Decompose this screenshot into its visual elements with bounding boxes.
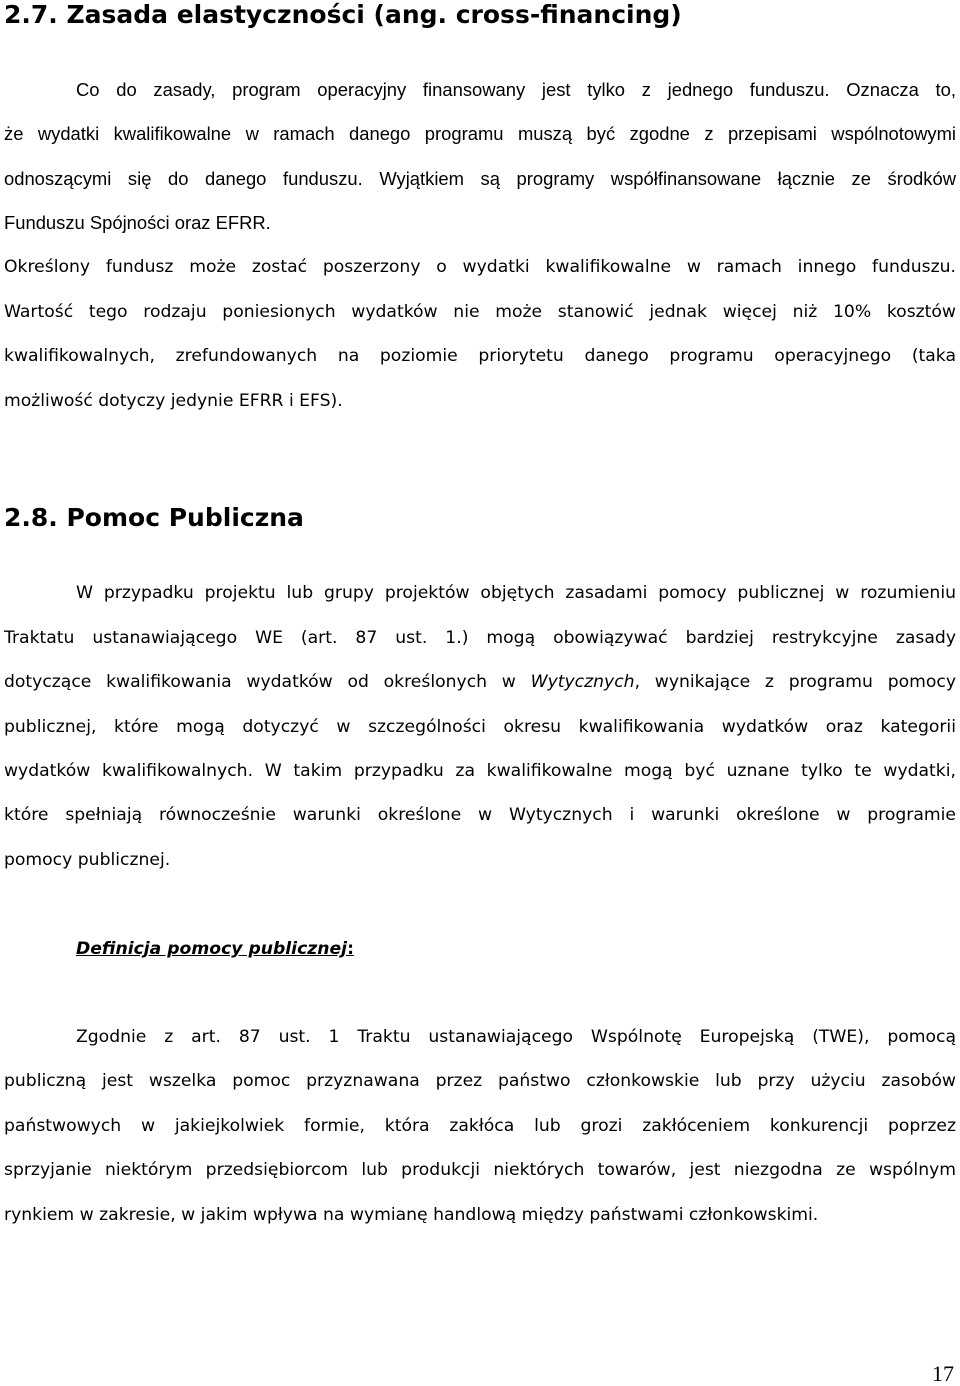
paragraph-line: pomocy publicznej. xyxy=(4,850,171,870)
paragraph-line: Co do zasady, program operacyjny finansowany jest tylko z jednego funduszu. Oznacza to, xyxy=(76,79,956,100)
paragraph-line: Zgodnie z art. 87 ust. 1 Traktu ustanawiającego Wspólnotę Europejską (TWE), pomocą xyxy=(76,1027,956,1047)
paragraph-line: odnoszącymi się do danego funduszu. Wyjątkiem są programy współfinansowane łącznie ze środków xyxy=(4,168,956,189)
paragraph-line: wydatków kwalifikowalnych. W takim przypadku za kwalifikowalne mogą być uznane tylko te wydatki, xyxy=(4,761,956,781)
definition-heading-text: Definicja pomocy publicznej xyxy=(76,939,348,959)
paragraph-line: Traktatu ustanawiającego WE (art. 87 ust. 1.) mogą obowiązywać bardziej restrykcyjne zasady xyxy=(4,628,956,648)
paragraph-line: że wydatki kwalifikowalne w ramach danego programu muszą być zgodne z przepisami wspólnotowymi xyxy=(4,123,956,144)
paragraph-line: możliwość dotyczy jedynie EFRR i EFS). xyxy=(4,391,343,411)
paragraph-line: publicznej, które mogą dotyczyć w szczególności okresu kwalifikowania wydatków oraz kategorii xyxy=(4,717,956,737)
paragraph-line: rynkiem w zakresie, w jakim wpływa na wymianę handlową między państwami członkowskimi. xyxy=(4,1205,819,1225)
paragraph-line: sprzyjanie niektórym przedsiębiorcom lub produkcji niektórych towarów, jest niezgodna ze wspólnym xyxy=(4,1160,956,1180)
text-span: , wynikające z programu pomocy xyxy=(634,672,956,692)
definition-heading-colon: : xyxy=(347,939,354,959)
section-heading-2-8: 2.8. Pomoc Publiczna xyxy=(4,503,304,532)
paragraph-line: państwowych w jakiejkolwiek formie, która zakłóca lub grozi zakłóceniem konkurencji poprzez xyxy=(4,1116,956,1136)
definition-heading xyxy=(76,937,354,961)
page-number: 17 xyxy=(932,1361,954,1386)
paragraph-line: W przypadku projektu lub grupy projektów objętych zasadami pomocy publicznej w rozumieniu xyxy=(76,583,956,603)
paragraph-line: Wartość tego rodzaju poniesionych wydatków nie może stanowić jednak więcej niż 10% kosztów xyxy=(4,302,956,322)
paragraph-line: kwalifikowalnych, zrefundowanych na poziomie priorytetu danego programu operacyjnego (taka xyxy=(4,346,956,366)
paragraph-line: publiczną jest wszelka pomoc przyznawana przez państwo członkowskie lub przy użyciu zasobów xyxy=(4,1071,956,1091)
paragraph-line: Funduszu Spójności oraz EFRR. xyxy=(4,212,271,233)
italic-term: Wytycznych xyxy=(530,672,635,692)
paragraph-line xyxy=(4,670,956,694)
section-heading-2-7: 2.7. Zasada elastyczności (ang. cross-financing) xyxy=(4,0,682,29)
paragraph-line: które spełniają równocześnie warunki określone w Wytycznych i warunki określone w programie xyxy=(4,805,956,825)
paragraph-line: Określony fundusz może zostać poszerzony o wydatki kwalifikowalne w ramach innego funduszu. xyxy=(4,257,956,277)
text-span: dotyczące kwalifikowania wydatków od określonych w xyxy=(4,672,531,692)
